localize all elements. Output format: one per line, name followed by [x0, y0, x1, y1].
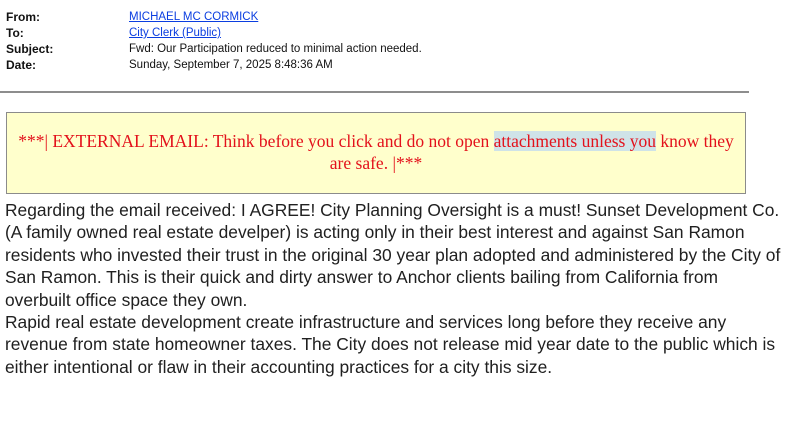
from-row [6, 9, 751, 25]
email-header [6, 9, 751, 73]
header-divider [0, 91, 749, 93]
subject-row [6, 41, 751, 57]
to-row [6, 25, 751, 41]
banner-text-end: know they are safe. |*** [329, 131, 734, 173]
subject-label: Subject: [6, 42, 54, 56]
subject-value: Fwd: Our Participation reduced to minimal action needed. [129, 43, 422, 55]
date-row [6, 57, 751, 73]
to-label: To: [6, 26, 24, 40]
to-link[interactable]: City Clerk (Public) [129, 27, 222, 39]
date-value: Sunday, September 7, 2025 8:48:36 AM [129, 59, 333, 71]
from-link[interactable]: MICHAEL MC CORMICK [129, 11, 259, 23]
body-paragraph-1: Regarding the email received: I AGREE! City Planning Oversight is a must! Sunset Development Co. (A family owned real estate develper) is acting only in their best interest and against San Ramon residents who invested their trust in the original 30 year plan adopted and administered by the City of San Ramon. This is their quick and dirty answer to Anchor clients bailing from California from overbuilt office space they own. [5, 200, 781, 310]
banner-highlighted-text: attachments unless you [493, 131, 656, 151]
external-email-warning-banner [6, 112, 746, 194]
body-paragraph-2: Rapid real estate development create infrastructure and services long before they receive any revenue from state homeowner taxes. The City does not release mid year date to the public which is either intentional or flaw in their accounting practices for a city this size. [5, 312, 776, 377]
email-body [5, 199, 783, 378]
from-label: From: [6, 10, 40, 24]
date-label: Date: [6, 58, 37, 72]
banner-text-start: ***| EXTERNAL EMAIL: Think before you click and do not open [18, 131, 494, 151]
